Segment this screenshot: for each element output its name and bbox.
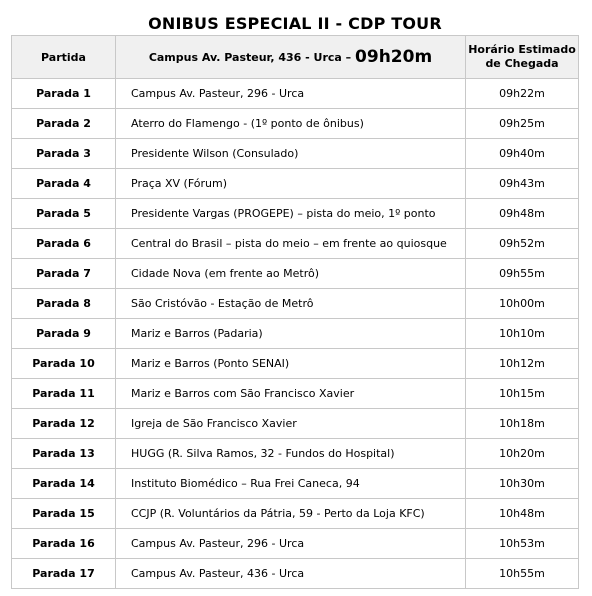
table-row xyxy=(12,469,579,499)
arrival-time-cell: 09h48m xyxy=(466,199,579,229)
stop-cell: Parada 7 xyxy=(12,259,116,289)
location-cell: Instituto Biomédico – Rua Frei Caneca, 94 xyxy=(116,469,466,499)
table-header xyxy=(12,36,579,79)
header-row xyxy=(12,36,579,79)
table-row xyxy=(12,379,579,409)
stop-cell: Parada 2 xyxy=(12,109,116,139)
location-cell: Igreja de São Francisco Xavier xyxy=(116,409,466,439)
table-row xyxy=(12,439,579,469)
header-arrival xyxy=(466,36,579,79)
arrival-time-cell: 10h20m xyxy=(466,439,579,469)
arrival-time-cell: 09h43m xyxy=(466,169,579,199)
arrival-time-cell: 09h25m xyxy=(466,109,579,139)
schedule-table xyxy=(11,35,579,589)
table-row xyxy=(12,529,579,559)
arrival-time-cell: 10h15m xyxy=(466,379,579,409)
stop-cell: Parada 10 xyxy=(12,349,116,379)
table-row xyxy=(12,409,579,439)
table-row xyxy=(12,79,579,109)
arrival-time-cell: 10h10m xyxy=(466,319,579,349)
stop-cell: Parada 13 xyxy=(12,439,116,469)
header-arrival-line2: de Chegada xyxy=(485,57,559,70)
location-cell: Mariz e Barros com São Francisco Xavier xyxy=(116,379,466,409)
location-cell: Mariz e Barros (Ponto SENAI) xyxy=(116,349,466,379)
table-row xyxy=(12,229,579,259)
table-row xyxy=(12,289,579,319)
stop-cell: Parada 14 xyxy=(12,469,116,499)
arrival-time-cell: 09h52m xyxy=(466,229,579,259)
header-arrival-line1: Horário Estimado xyxy=(468,43,576,56)
table-row xyxy=(12,259,579,289)
stop-cell: Parada 4 xyxy=(12,169,116,199)
table-row xyxy=(12,109,579,139)
stop-cell: Parada 8 xyxy=(12,289,116,319)
table-row xyxy=(12,139,579,169)
arrival-time-cell: 09h22m xyxy=(466,79,579,109)
table-row xyxy=(12,559,579,589)
table-row xyxy=(12,319,579,349)
location-cell: Mariz e Barros (Padaria) xyxy=(116,319,466,349)
location-cell: Campus Av. Pasteur, 296 - Urca xyxy=(116,529,466,559)
location-cell: Central do Brasil – pista do meio – em frente ao quiosque xyxy=(116,229,466,259)
location-cell: São Cristóvão - Estação de Metrô xyxy=(116,289,466,319)
arrival-time-cell: 10h12m xyxy=(466,349,579,379)
stop-cell: Parada 11 xyxy=(12,379,116,409)
location-cell: Campus Av. Pasteur, 436 - Urca xyxy=(116,559,466,589)
table-row xyxy=(12,169,579,199)
page-title: ONIBUS ESPECIAL II - CDP TOUR xyxy=(148,14,442,33)
stop-cell: Parada 15 xyxy=(12,499,116,529)
arrival-time-cell: 10h48m xyxy=(466,499,579,529)
arrival-time-cell: 10h53m xyxy=(466,529,579,559)
location-cell: CCJP (R. Voluntários da Pátria, 59 - Perto da Loja KFC) xyxy=(116,499,466,529)
table-row xyxy=(12,199,579,229)
header-departure-time: 09h20m xyxy=(355,47,433,67)
stop-cell: Parada 5 xyxy=(12,199,116,229)
table-row xyxy=(12,499,579,529)
location-cell: Campus Av. Pasteur, 296 - Urca xyxy=(116,79,466,109)
arrival-time-cell: 09h40m xyxy=(466,139,579,169)
location-cell: HUGG (R. Silva Ramos, 32 - Fundos do Hospital) xyxy=(116,439,466,469)
arrival-time-cell: 09h55m xyxy=(466,259,579,289)
header-departure: Partida xyxy=(12,36,116,79)
header-origin xyxy=(116,36,466,79)
table-body xyxy=(12,79,579,589)
arrival-time-cell: 10h00m xyxy=(466,289,579,319)
stop-cell: Parada 17 xyxy=(12,559,116,589)
location-cell: Praça XV (Fórum) xyxy=(116,169,466,199)
stop-cell: Parada 9 xyxy=(12,319,116,349)
stop-cell: Parada 3 xyxy=(12,139,116,169)
arrival-time-cell: 10h18m xyxy=(466,409,579,439)
header-origin-text: Campus Av. Pasteur, 436 - Urca – xyxy=(148,51,352,64)
table-row xyxy=(12,349,579,379)
stop-cell: Parada 16 xyxy=(12,529,116,559)
stop-cell: Parada 1 xyxy=(12,79,116,109)
stop-cell: Parada 12 xyxy=(12,409,116,439)
location-cell: Aterro do Flamengo - (1º ponto de ônibus) xyxy=(116,109,466,139)
stop-cell: Parada 6 xyxy=(12,229,116,259)
location-cell: Presidente Vargas (PROGEPE) – pista do meio, 1º ponto xyxy=(116,199,466,229)
arrival-time-cell: 10h30m xyxy=(466,469,579,499)
location-cell: Cidade Nova (em frente ao Metrô) xyxy=(116,259,466,289)
location-cell: Presidente Wilson (Consulado) xyxy=(116,139,466,169)
arrival-time-cell: 10h55m xyxy=(466,559,579,589)
